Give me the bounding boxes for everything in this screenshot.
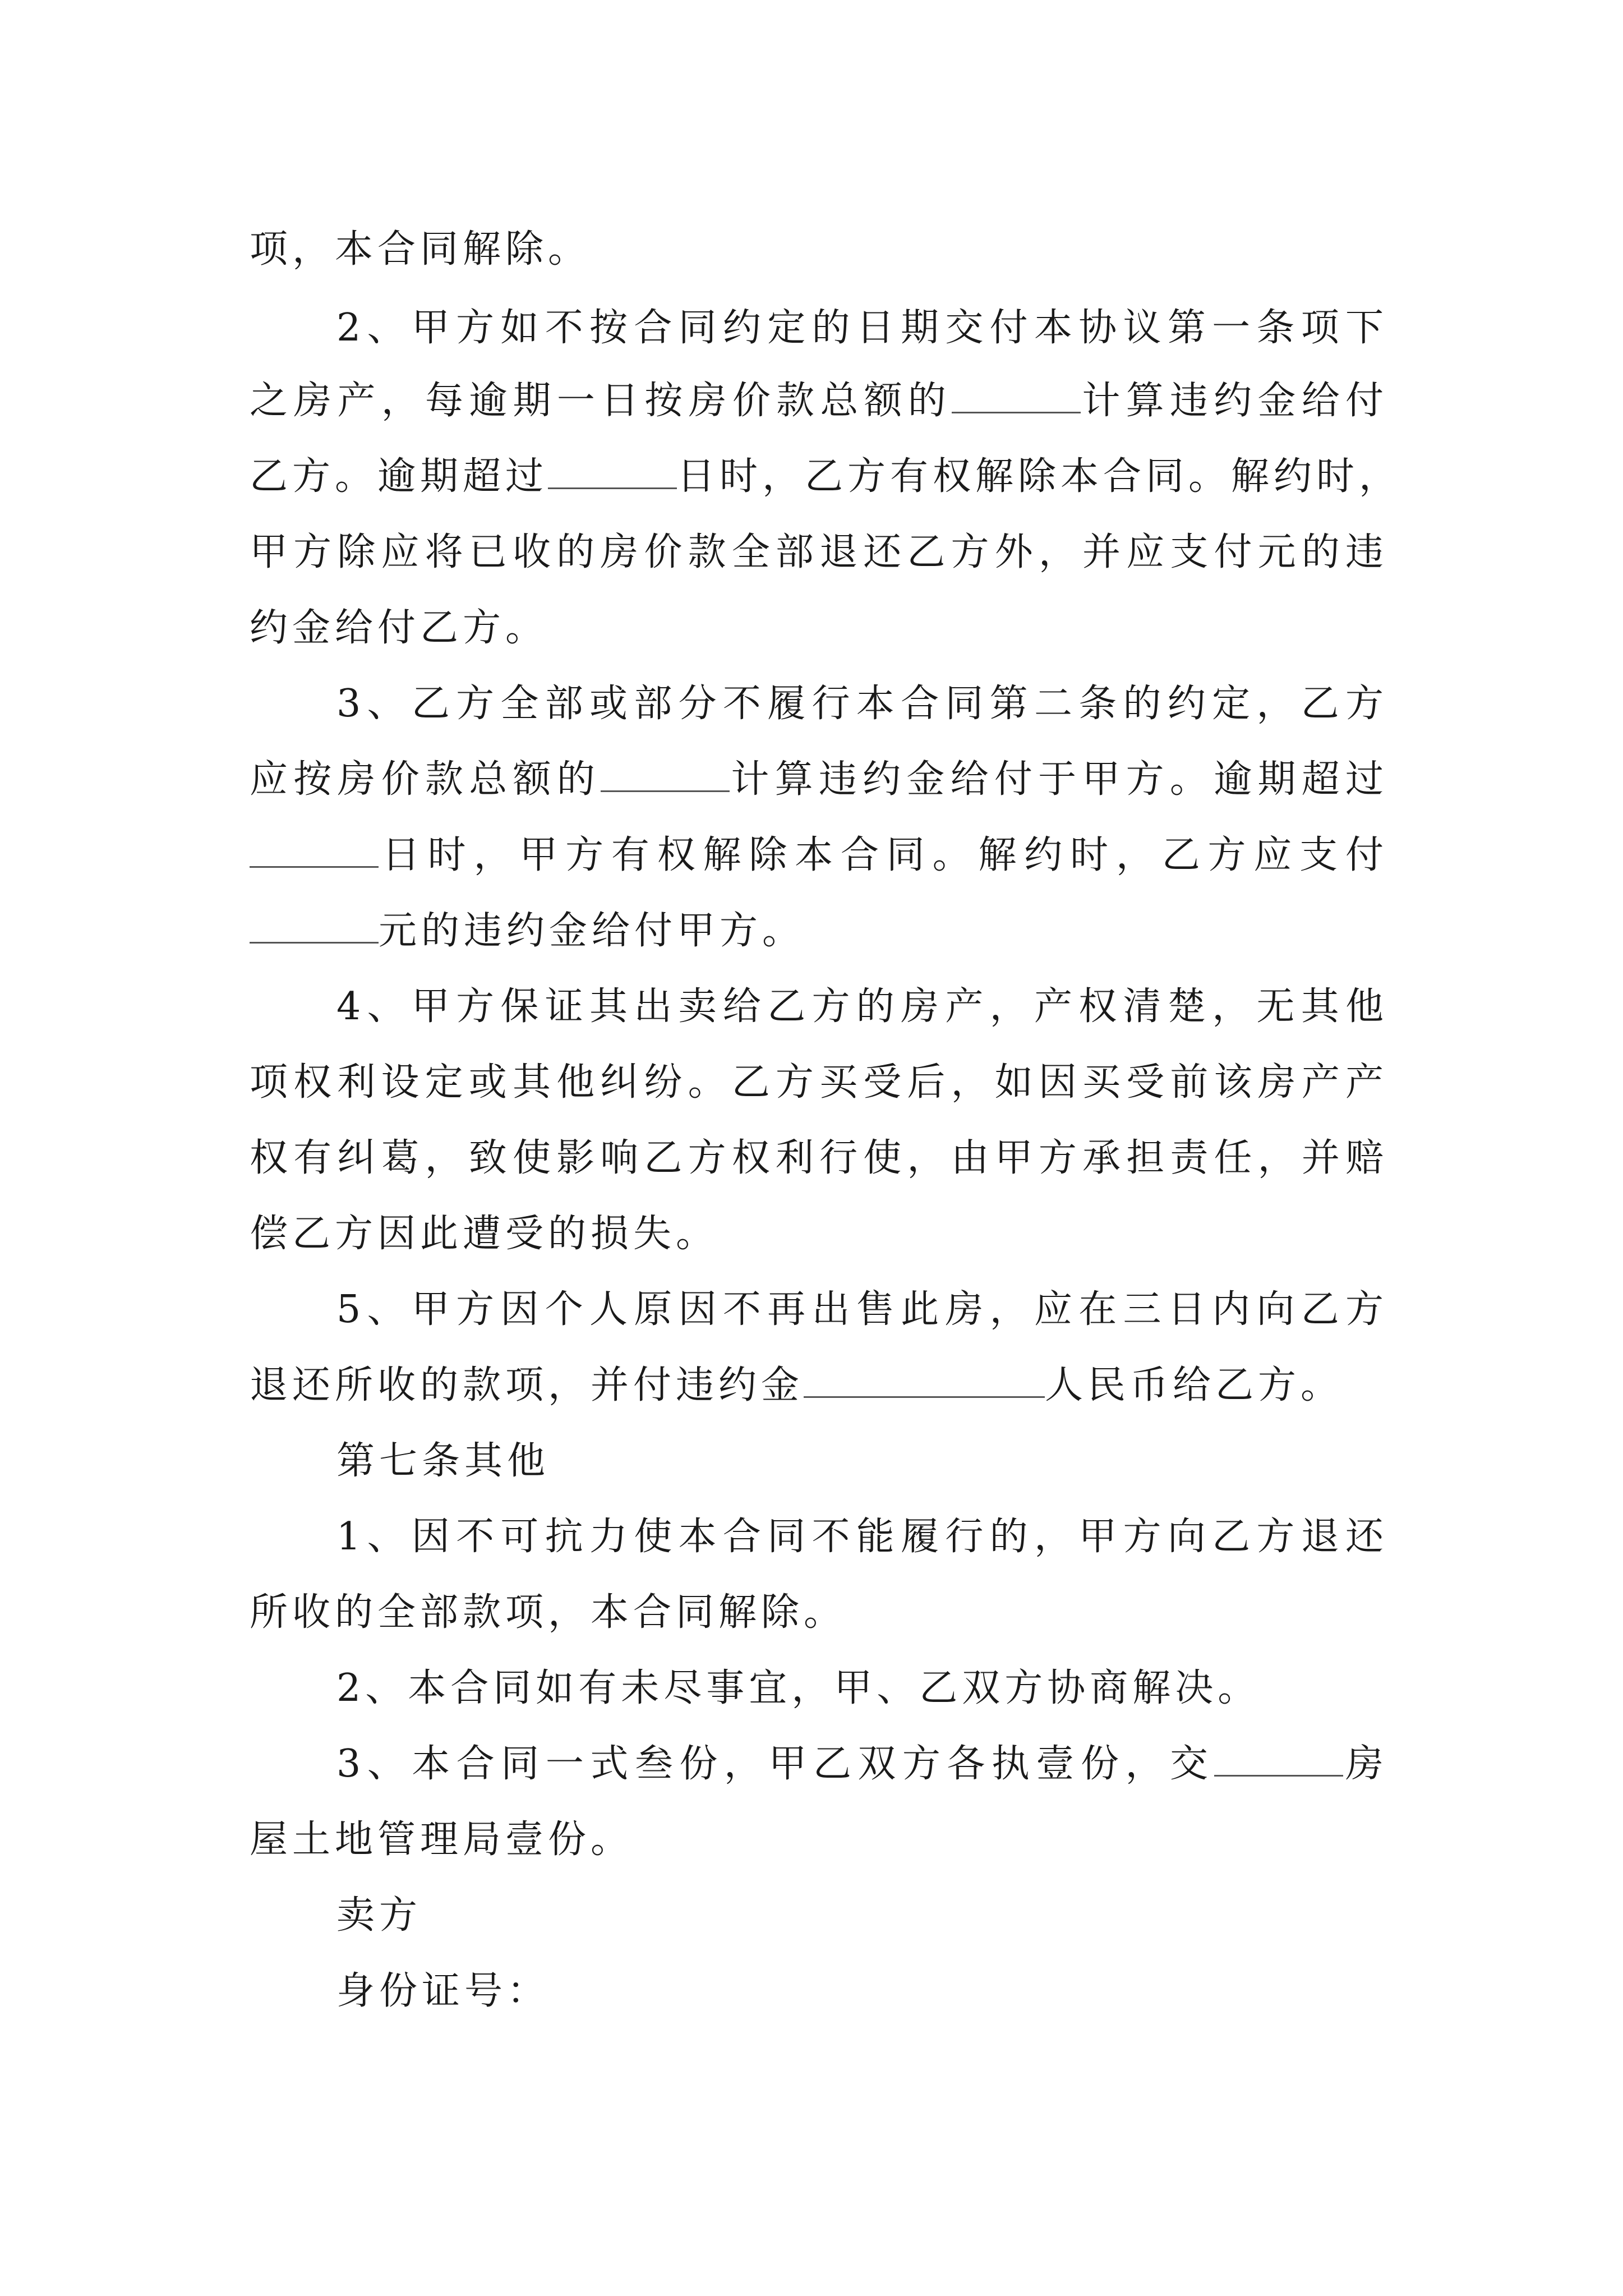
fill-blank[interactable] — [250, 909, 379, 944]
text-line: 甲方除应将已收的房价款全部退还乙方外，并应支付元的违 — [250, 530, 1388, 574]
seller-label: 卖方 — [336, 1893, 422, 1938]
text-line: 屋土地管理局壹份。 — [250, 1818, 634, 1862]
fill-blank[interactable] — [601, 758, 730, 792]
id-number-label: 身份证号： — [336, 1969, 550, 2013]
text-line: 之房产，每逾期一日按房价款总额的 计算违约金给付 — [250, 379, 1388, 423]
text-line: 元的违约金给付甲方。 — [250, 892, 1388, 970]
text-line: 所收的全部款项，本合同解除。 — [250, 1590, 847, 1635]
text-line: 项，本合同解除。 — [250, 227, 591, 272]
text-line: 4、甲方保证其出卖给乙方的房产，产权清楚，无其他 — [336, 984, 1388, 1029]
fill-blank[interactable] — [1214, 1742, 1343, 1777]
fill-blank[interactable] — [250, 834, 379, 868]
section-heading: 第七条其他 — [336, 1439, 550, 1483]
text-line: 1、因不可抗力使本合同不能履行的，甲方向乙方退还 — [336, 1515, 1388, 1559]
text-line: 日时，甲方有权解除本合同。解约时，乙方应支付 — [250, 816, 1388, 895]
text-line: 约金给付乙方。 — [250, 606, 548, 650]
text-line: 权有纠葛，致使影响乙方权利行使，由甲方承担责任，并赔 — [250, 1136, 1388, 1180]
text-line: 偿乙方因此遭受的损失。 — [250, 1212, 719, 1256]
text-line: 退还所收的款项，并付违约金 人民币给乙方。 — [250, 1363, 1344, 1407]
text-line: 3、乙方全部或部分不履行本合同第二条的约定，乙方 — [336, 682, 1388, 726]
text-line: 乙方。逾期超过 日时，乙方有权解除本合同。解约时， — [250, 454, 1402, 499]
text-line: 5、甲方因个人原因不再出售此房，应在三日内向乙方 — [336, 1287, 1388, 1332]
text-line: 项权利设定或其他纠纷。乙方买受后，如因买受前该房产产 — [250, 1060, 1388, 1105]
fill-blank[interactable] — [548, 455, 677, 489]
text-line: 2、甲方如不按合同约定的日期交付本协议第一条项下 — [336, 306, 1388, 350]
fill-blank[interactable] — [952, 379, 1081, 413]
text-line: 3、本合同一式叁份，甲乙双方各执壹份，交 房 — [336, 1742, 1388, 1786]
text-line: 应按房价款总额的 计算违约金给付于甲方。逾期超过 — [250, 757, 1388, 802]
text-line: 2、本合同如有未尽事宜，甲、乙双方协商解决。 — [336, 1666, 1261, 1710]
fill-blank[interactable] — [804, 1364, 1045, 1398]
